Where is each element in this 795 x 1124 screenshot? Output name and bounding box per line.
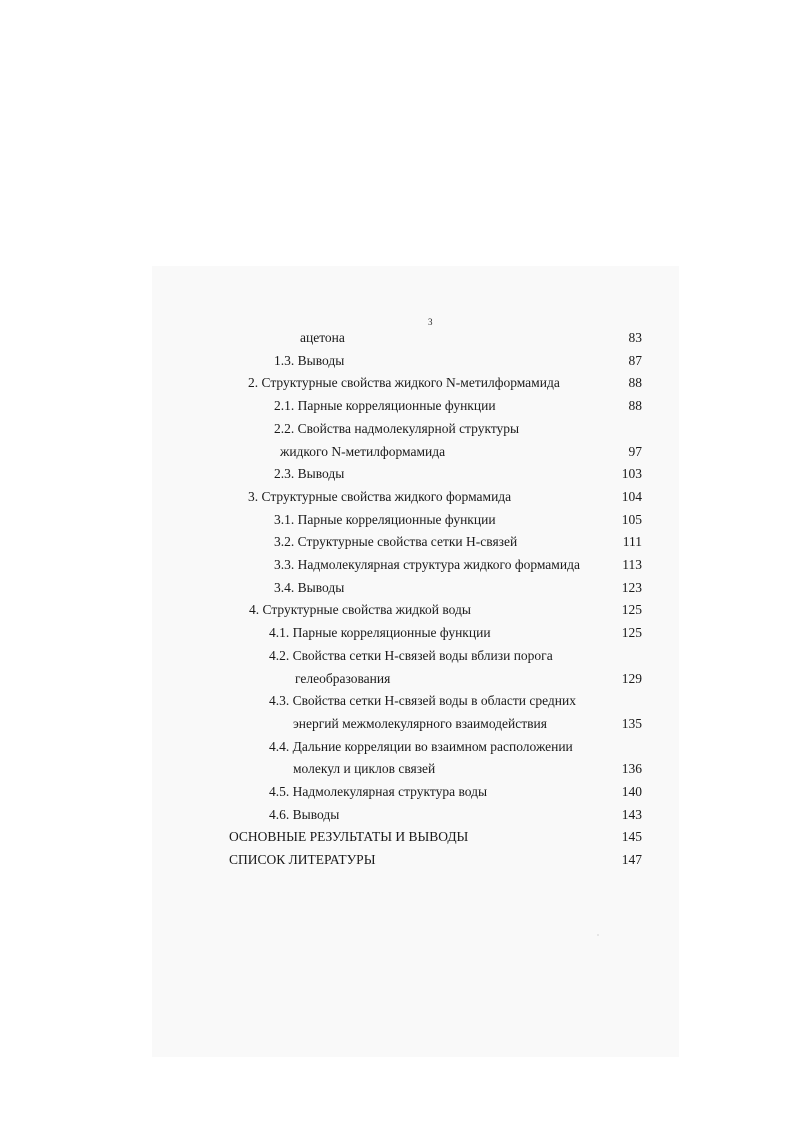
toc-entry-text: 4.1. Парные корреляционные функции [269,625,491,640]
toc-entry-text: 4.6. Выводы [269,807,340,822]
toc-entry-text: 4. Структурные свойства жидкой воды [249,602,471,617]
toc-entry-page: 143 [621,807,642,822]
toc-entry-text: 3. Структурные свойства жидкого формамида [248,489,512,504]
toc-entry-page: 105 [621,512,642,527]
toc-entry-page: 104 [621,489,642,504]
toc-entry-page: 123 [621,580,642,595]
toc-entry-text: 2. Структурные свойства жидкого N-метилформамида [248,375,560,390]
toc-entry-text: гелеобразования [295,671,391,686]
toc-entry-page: 113 [622,557,642,572]
scan-speck [597,934,599,936]
toc-entry-page: 125 [621,602,642,617]
toc-entry-page: 145 [621,829,642,844]
toc-entry-text: молекул и циклов связей [293,761,436,776]
toc-entry-text: 2.2. Свойства надмолекулярной структуры [274,421,520,436]
toc-entry-text: 4.4. Дальние корреляции во взаимном расположении [269,739,573,754]
toc-entry-page: 111 [622,534,642,549]
toc-entry-page: 88 [628,375,642,390]
toc-entry-text: жидкого N-метилформамида [280,444,446,459]
toc-entry-text: СПИСОК ЛИТЕРАТУРЫ [229,852,376,867]
toc-entry-page: 147 [621,852,642,867]
toc-entry-page: 87 [628,353,642,368]
toc-entry-text: 2.1. Парные корреляционные функции [274,398,496,413]
toc-entry-page: 103 [621,466,642,481]
toc-entry-text: 4.3. Свойства сетки Н-связей воды в области средних [269,693,576,708]
toc-entry-text: 2.3. Выводы [274,466,345,481]
toc-entry-page: 135 [621,716,642,731]
toc-entry-text: 4.5. Надмолекулярная структура воды [269,784,488,799]
toc-entry-text: 3.4. Выводы [274,580,345,595]
toc-entry-text: ацетона [300,330,345,345]
toc-entry-text: 3.3. Надмолекулярная структура жидкого формамида [274,557,580,572]
toc-entry-page: 140 [621,784,642,799]
toc-entry-text: 3.2. Структурные свойства сетки Н-связей [274,534,518,549]
page-number: 3 [428,317,433,327]
toc-entry-page: 88 [628,398,642,413]
toc-entry-page: 129 [621,671,642,686]
toc-entry-text: 1.3. Выводы [274,353,345,368]
toc-entry-page: 125 [621,625,642,640]
toc-entry-text: энергий межмолекулярного взаимодействия [293,716,547,731]
toc-entry-page: 136 [621,761,642,776]
toc-entry-text: ОСНОВНЫЕ РЕЗУЛЬТАТЫ И ВЫВОДЫ [229,829,469,844]
toc-entry-text: 4.2. Свойства сетки Н-связей воды вблизи порога [269,648,553,663]
toc-entry-text: 3.1. Парные корреляционные функции [274,512,496,527]
toc-entry-page: 83 [628,330,642,345]
toc-entry-page: 97 [628,444,642,459]
